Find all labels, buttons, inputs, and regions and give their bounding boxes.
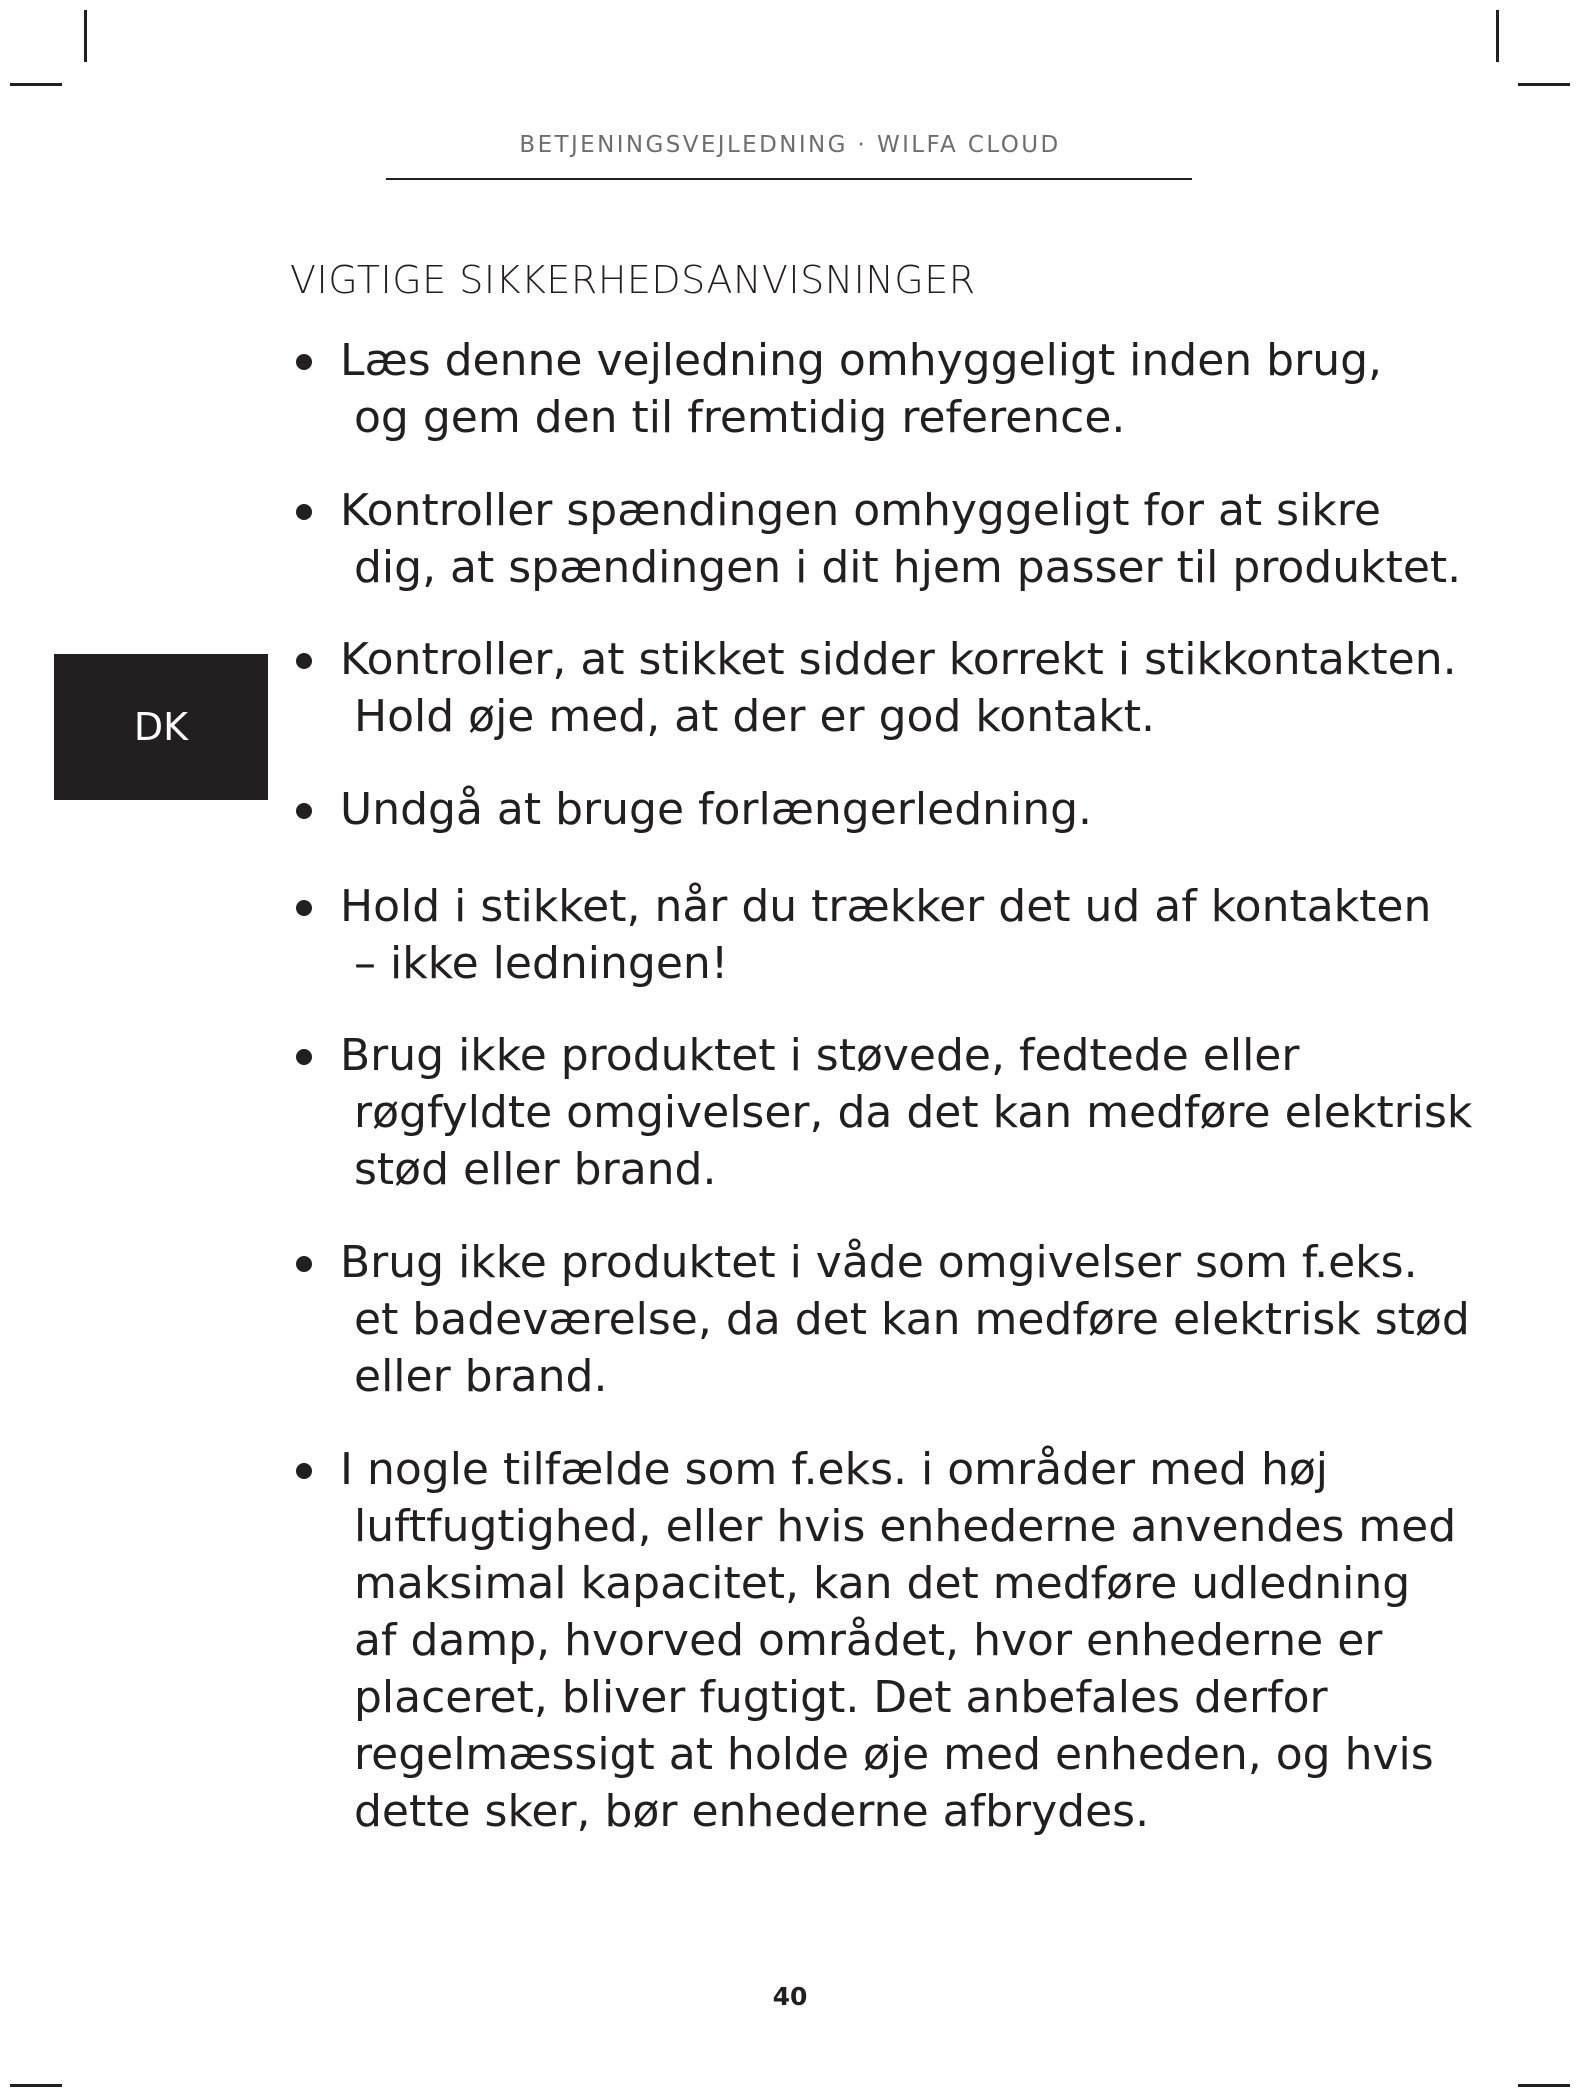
- list-item-line: Hold øje med, at der er god kontakt.: [354, 691, 1156, 742]
- list-item-line: luftfugtighed, eller hvis enhederne anvendes med: [354, 1501, 1457, 1552]
- list-item-line: af damp, hvorved området, hvor enhederne er: [354, 1615, 1383, 1666]
- list-item-line: Undgå at bruge forlængerledning.: [340, 784, 1093, 835]
- list-item-line: Brug ikke produktet i støvede, fedtede eller: [340, 1030, 1300, 1081]
- list-item-line: Brug ikke produktet i våde omgivelser som f.eks.: [340, 1237, 1418, 1288]
- bullet-icon: [296, 504, 312, 520]
- list-item-line: et badeværelse, da det kan medføre elektrisk stød: [354, 1294, 1470, 1345]
- list-item: [290, 1027, 1473, 1198]
- list-item: [290, 631, 1457, 745]
- list-item-line: regelmæssigt at holde øje med enheden, og hvis: [354, 1729, 1434, 1780]
- list-item: [290, 332, 1390, 446]
- bullet-icon: [296, 803, 312, 819]
- list-item-line: Læs denne vejledning omhyggeligt inden brug,: [340, 335, 1382, 386]
- language-tab: [54, 654, 268, 800]
- page-number: 40: [772, 1982, 808, 2011]
- bullet-icon: [296, 1463, 312, 1479]
- crop-mark-bottom-right-horizontal: [1518, 2084, 1570, 2087]
- list-item-line: placeret, bliver fugtigt. Det anbefales derfor: [354, 1672, 1328, 1723]
- bullet-icon: [296, 1256, 312, 1272]
- list-item-line: dette sker, bør enhederne afbrydes.: [354, 1786, 1150, 1837]
- list-item-line: stød eller brand.: [354, 1144, 717, 1195]
- list-item-line: Kontroller, at stikket sidder korrekt i stikkontakten.: [340, 634, 1457, 685]
- bullet-icon: [296, 354, 312, 370]
- list-item-line: eller brand.: [354, 1351, 608, 1402]
- list-item-line: dig, at spændingen i dit hjem passer til produktet.: [354, 542, 1462, 593]
- list-item-line: Kontroller spændingen omhyggeligt for at sikre: [340, 485, 1381, 536]
- section-title: VIGTIGE SIKKERHEDSANVISNINGER: [290, 258, 976, 302]
- list-item: [290, 1441, 1457, 1840]
- list-item-line: og gem den til fremtidig reference.: [354, 392, 1126, 443]
- list-item-line: – ikke ledningen!: [354, 938, 729, 989]
- safety-instructions-list: [290, 332, 1473, 1840]
- list-item-line: Hold i stikket, når du trækker det ud af kontakten: [340, 881, 1432, 932]
- list-item: [290, 1234, 1470, 1405]
- crop-mark-top-right-vertical: [1496, 10, 1499, 62]
- list-item: [290, 482, 1462, 596]
- language-tab-label: DK: [133, 705, 189, 749]
- list-item-line: I nogle tilfælde som f.eks. i områder med høj: [340, 1444, 1329, 1495]
- header-divider: [386, 178, 1192, 180]
- list-item: [290, 781, 1390, 838]
- bullet-icon: [296, 1049, 312, 1065]
- bullet-icon: [296, 900, 312, 916]
- bullet-icon: [296, 653, 312, 669]
- crop-mark-bottom-left-horizontal: [10, 2084, 62, 2087]
- crop-mark-top-right-horizontal: [1518, 83, 1570, 86]
- crop-mark-top-left-horizontal: [10, 83, 62, 86]
- crop-mark-top-left-vertical: [84, 10, 87, 62]
- list-item: [290, 878, 1432, 992]
- list-item-line: maksimal kapacitet, kan det medføre udledning: [354, 1558, 1411, 1609]
- running-header: BETJENINGSVEJLEDNING · WILFA CLOUD: [519, 132, 1061, 158]
- list-item-line: røgfyldte omgivelser, da det kan medføre elektrisk: [354, 1087, 1473, 1138]
